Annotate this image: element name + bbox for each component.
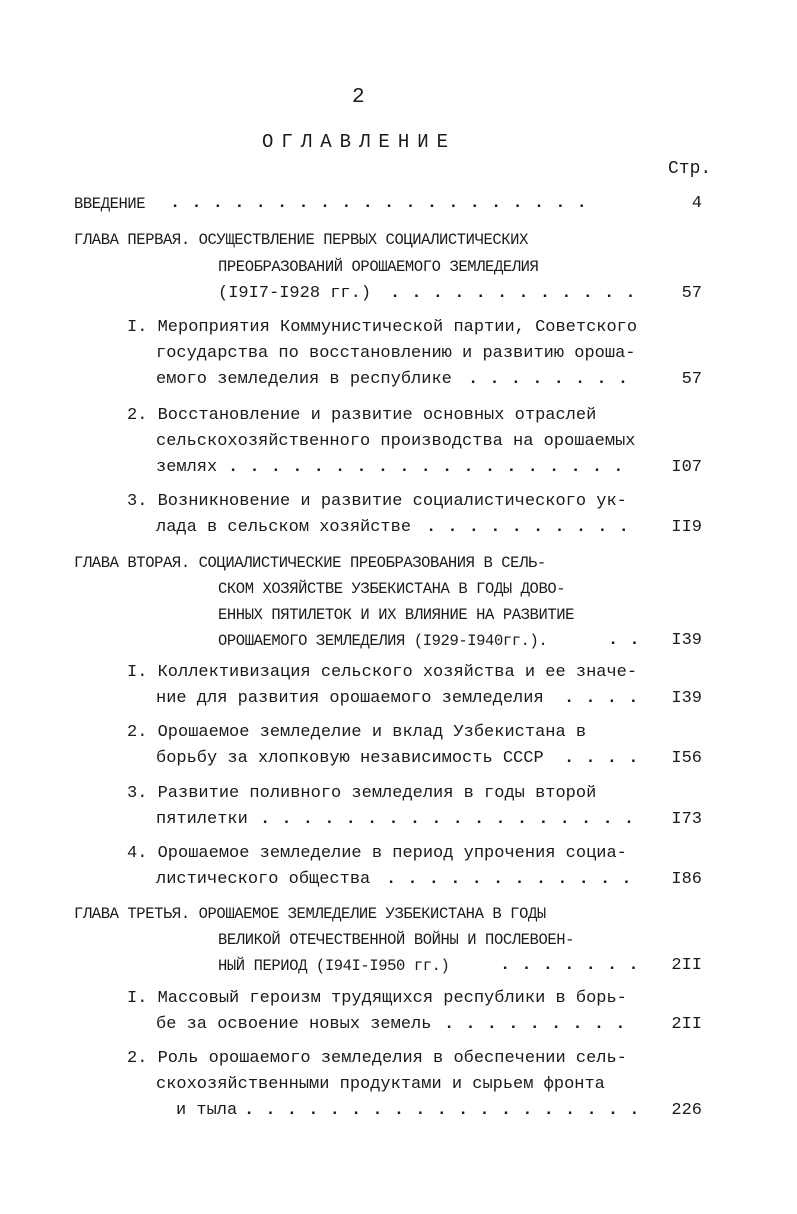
toc-entry-page: 226: [671, 1101, 702, 1120]
toc-entry-page: I39: [671, 689, 702, 708]
toc-entry-text: ГЛАВА ТРЕТЬЯ. ОРОШАЕМОЕ ЗЕМЛЕДЕЛИЕ УЗБЕКИСТАНА В ГОДЫ: [74, 905, 546, 923]
toc-entry-text: ЕННЫХ ПЯТИЛЕТОК И ИХ ВЛИЯНИЕ НА РАЗВИТИЕ: [218, 606, 575, 624]
toc-entry-text: 2. Орошаемое земледелие и вклад Узбекистана в: [127, 723, 587, 742]
toc-entry-text: и тыла: [176, 1101, 238, 1120]
toc-entry-text: 3. Возникновение и развитие социалистического ук-: [127, 492, 627, 511]
toc-leader-dots: . . . . . . .: [500, 956, 640, 975]
toc-leader-dots: . . . . . . . . . . . . . . . . . .: [260, 810, 635, 829]
toc-entry-text: скохозяйственными продуктами и сырьем фронта: [156, 1075, 605, 1094]
toc-entry-page: I56: [671, 749, 702, 768]
toc-entry-text: НЫЙ ПЕРИОД (I94I-I950 гг.): [218, 957, 450, 975]
toc-entry-page: 2II: [671, 956, 702, 975]
toc-leader-dots: . . . .: [564, 749, 639, 768]
toc-entry-text: борьбу за хлопковую независимость СССР: [156, 749, 544, 768]
toc-entry-text: I. Массовый героизм трудящихся республики в борь-: [127, 989, 627, 1008]
toc-leader-dots: . . . . . . . . .: [444, 1015, 626, 1034]
toc-entry-text: ГЛАВА ПЕРВАЯ. ОСУЩЕСТВЛЕНИЕ ПЕРВЫХ СОЦИАЛИСТИЧЕСКИХ: [74, 231, 528, 249]
toc-entry-page: 57: [681, 370, 702, 389]
toc-entry-page: I39: [671, 631, 702, 650]
toc-leader-dots: . .: [608, 631, 641, 650]
toc-entry-page: I86: [671, 870, 702, 889]
toc-entry-page: 4: [691, 194, 702, 213]
toc-entry-text: государства по восстановлению и развитию ороша-: [156, 344, 636, 363]
toc-entry-text: лада в сельском хозяйстве: [156, 518, 412, 537]
toc-leader-dots: . . . . . . . . . .: [426, 518, 630, 537]
toc-entry-text: землях: [156, 458, 218, 477]
page-column-label: Стр.: [668, 159, 712, 179]
toc-entry-text: ПРЕОБРАЗОВАНИЙ ОРОШАЕМОГО ЗЕМЛЕДЕЛИЯ: [218, 258, 539, 276]
toc-entry-text: 2. Роль орошаемого земледелия в обеспечении сель-: [127, 1049, 627, 1068]
toc-entry-page: 57: [681, 284, 702, 303]
toc-entry-text: пятилетки: [156, 810, 248, 829]
toc-leader-dots: . . . . . . . . . . . .: [386, 870, 633, 889]
toc-entry-text: ВВЕДЕНИЕ: [74, 195, 146, 213]
toc-leader-dots: . . . . . . . . . . . . . . . . . . .: [244, 1101, 640, 1120]
toc-entry-text: I. Коллективизация сельского хозяйства и ее значе-: [127, 663, 638, 682]
toc-entry-text: (I9I7-I928 гг.): [218, 284, 372, 303]
toc-entry-text: сельскохозяйственного производства на орошаемых: [156, 432, 636, 451]
page-number: 2: [352, 86, 365, 109]
toc-title: ОГЛАВЛЕНИЕ: [262, 131, 457, 153]
toc-entry-page: 2II: [671, 1015, 702, 1034]
toc-entry-text: ВЕЛИКОЙ ОТЕЧЕСТВЕННОЙ ВОЙНЫ И ПОСЛЕВОЕН-: [218, 931, 575, 949]
toc-leader-dots: . . . . . . . . . . . . . . . . . . . .: [170, 194, 588, 213]
toc-leader-dots: . . . .: [564, 689, 639, 708]
toc-entry-page: II9: [671, 518, 702, 537]
toc-entry-text: СКОМ ХОЗЯЙСТВЕ УЗБЕКИСТАНА В ГОДЫ ДОВО-: [218, 580, 566, 598]
toc-entry-text: емого земледелия в республике: [156, 370, 452, 389]
toc-entry-text: 2. Восстановление и развитие основных отраслей: [127, 406, 597, 425]
toc-entry-page: I73: [671, 810, 702, 829]
toc-leader-dots: . . . . . . . . . . . . . . . . . . .: [228, 458, 624, 477]
toc-entry-text: ние для развития орошаемого земледелия: [156, 689, 544, 708]
toc-entry-text: ОРОШАЕМОГО ЗЕМЛЕДЕЛИЯ (I929-I940гг.).: [218, 632, 548, 650]
toc-leader-dots: . . . . . . . .: [468, 370, 629, 389]
toc-entry-text: листического общества: [156, 870, 371, 889]
toc-entry-text: 4. Орошаемое земледелие в период упрочения социа-: [127, 844, 627, 863]
toc-leader-dots: . . . . . . . . . . . .: [390, 284, 637, 303]
toc-entry-text: I. Мероприятия Коммунистической партии, Советского: [127, 318, 638, 337]
toc-entry-text: ГЛАВА ВТОРАЯ. СОЦИАЛИСТИЧЕСКИЕ ПРЕОБРАЗОВАНИЯ В СЕЛЬ-: [74, 554, 546, 572]
toc-entry-text: бе за освоение новых земель: [156, 1015, 432, 1034]
toc-entry-text: 3. Развитие поливного земледелия в годы второй: [127, 784, 597, 803]
toc-entry-page: I07: [671, 458, 702, 477]
